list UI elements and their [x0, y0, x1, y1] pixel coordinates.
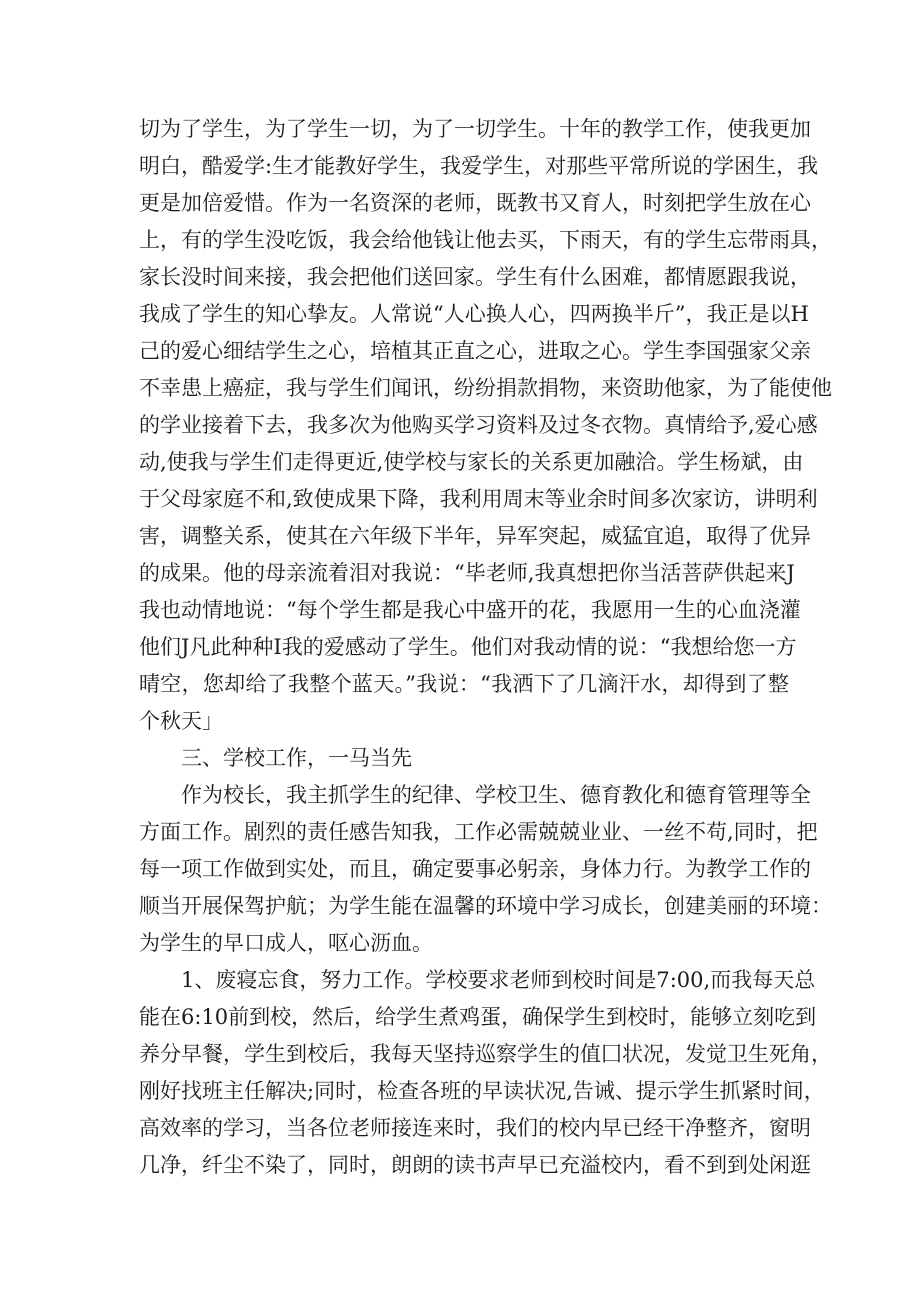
text-line: 个秋天」	[139, 709, 223, 733]
text-line: 动,使我与学生们走得更近,使学校与家长的关系更加融洽。学生杨斌，由	[139, 450, 804, 474]
text-line: 害，调整关系，使其在六年级下半年，异军突起，威猛宜追，取得了优异	[139, 524, 811, 548]
text-line: 于父母家庭不和,致使成果下降，我利用周末等业余时间多次家访，讲明利	[139, 487, 818, 511]
paragraph-item-one	[139, 962, 832, 1184]
section-heading-text: 三、学校工作，一马当先	[181, 746, 412, 770]
text-line: 几净，纤尘不染了，同时，朗朗的读书声早已充溢校内，看不到到处闲逛	[139, 1153, 811, 1177]
paragraph-teacher-care	[139, 111, 832, 740]
text-line: 切为了学生，为了学生一切，为了一切学生。十年的教学工作，使我更加	[139, 117, 811, 141]
text-line: 1、废寝忘食，努力工作。学校要求老师到校时间是7:00,而我每天总	[181, 968, 816, 992]
text-line: 更是加倍爱惜。作为一名资深的老师，既教书又育人，时刻把学生放在心	[139, 191, 811, 215]
text-line: 能在6:10前到校，然后，给学生煮鸡蛋，确保学生到校时，能够立刻吃到	[139, 1005, 817, 1029]
text-line: 明白，酷爱学:生才能教好学生，我爱学生，对那些平常所说的学困生，我	[139, 154, 819, 178]
text-line: 作为校长，我主抓学生的纪律、学校卫生、德育教化和德育管理等全	[181, 783, 811, 807]
text-line: 养分早餐，学生到校后，我每天坚持巡察学生的值囗状况，发觉卫生死角，	[139, 1042, 832, 1066]
text-line: 上，有的学生没吃饭，我会给他钱让他去买，下雨天，有的学生忘带雨具，	[139, 228, 832, 252]
text-line: 的成果。他的母亲流着泪对我说：“毕老师,我真想把你当活菩萨供起来J	[139, 561, 795, 585]
document-body	[139, 111, 832, 1184]
text-line: 顺当开展保驾护航；为学生能在温馨的环境中学习成长，创建美丽的环境：	[139, 894, 832, 918]
text-line: 的学业接着下去，我多次为他购买学习资料及过冬衣物。真情给予,爱心感	[139, 413, 818, 437]
text-line: 我成了学生的知心挚友。人常说“人心换人心，四两换半斤”，我正是以H	[139, 302, 809, 326]
text-line: 不幸患上癌症，我与学生们闻讯，纷纷捐款捐物，来资助他家，为了能使他	[139, 376, 832, 400]
section-heading	[139, 740, 789, 777]
text-line: 方面工作。剧烈的责任感告知我，工作必需兢兢业业、一丝不苟,同时，把	[139, 820, 818, 844]
text-line: 家长没时间来接，我会把他们送回家。学生有什么困难，都情愿跟我说，	[139, 265, 811, 289]
paragraph-principal-duties	[139, 777, 832, 962]
text-line: 他们J凡此种种I我的爱感动了学生。他们对我动情的说：“我想给您一方	[139, 635, 797, 659]
text-line: 刚好找班主任解决;同时，检查各班的早读状况,告诫、提示学生抓紧时间，	[139, 1079, 825, 1103]
text-line: 高效率的学习，当各位老师接连来时，我们的校内早已经干净整齐，窗明	[139, 1116, 811, 1140]
text-line: 为学生的早口成人，呕心沥血。	[139, 931, 433, 955]
text-line: 晴空，您却给了我整个蓝天。”我说：“我洒下了几滴汗水，却得到了整	[139, 672, 789, 696]
text-line: 己的爱心细结学生之心，培植其正直之心，进取之心。学生李国强家父亲	[139, 339, 811, 363]
text-line: 我也动情地说：“每个学生都是我心中盛开的花，我愿用一生的心血浇灌	[139, 598, 801, 622]
text-line: 每一项工作做到实处，而且，确定要事必躬亲，身体力行。为教学工作的	[139, 857, 811, 881]
